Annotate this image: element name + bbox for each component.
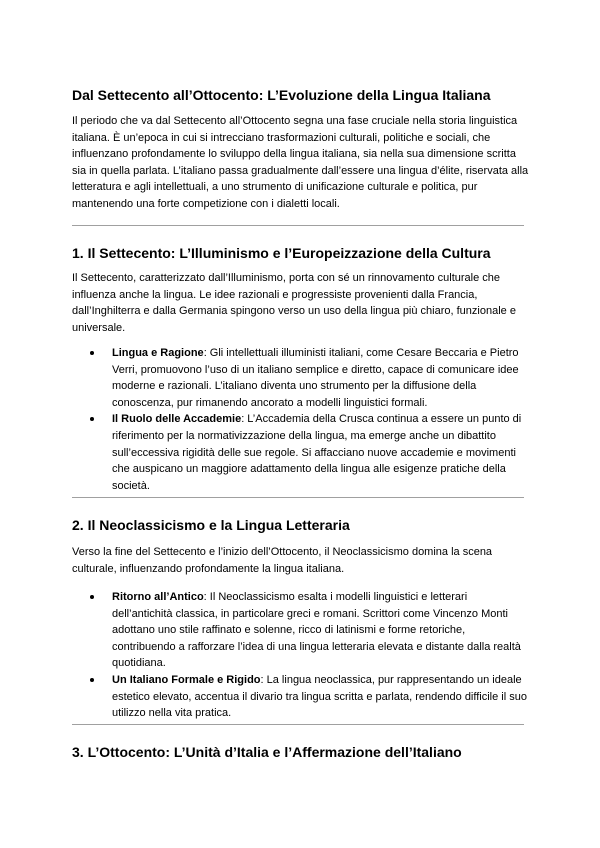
- intro-paragraph: Il periodo che va dal Settecento all’Ottocento segna una fase cruciale nella storia linguistica italiana. È un’epoca in cui si intrecciano trasformazioni culturali, politiche e sociali, che influenzano profondamente lo sviluppo della lingua italiana, sia nella sua dimensione scritta sia in quella parlata. L’italiano passa gradualmente dall’essere una lingua d’élite, riservata alla letteratura e agli intellettuali, a uno strumento di unificazione culturale e politica, pur mantenendo una forte competizione con i dialetti locali.: [72, 115, 529, 210]
- section-2-list: [72, 589, 530, 722]
- list-item: [72, 411, 530, 494]
- section-1-list: [72, 345, 530, 494]
- section-1-heading: 1. Il Settecento: L’Illuminismo e l’Europeizzazione della Cultura: [72, 245, 491, 261]
- section-2-paragraph: Verso la fine del Settecento e l’inizio dell’Ottocento, il Neoclassicismo domina la scena culturale, influenzando profondamente la lingua italiana.: [72, 546, 493, 575]
- bullet-icon: [90, 351, 94, 355]
- divider: [72, 724, 524, 725]
- list-item-term: Un Italiano Formale e Rigido: [112, 673, 261, 686]
- list-item-text: : L’Accademia della Crusca continua a essere un punto di riferimento per la normativizzazione della lingua, ma emerge anche un dibattito sull’eccessiva rigidità delle sue regole. Si affacciano nuove accademie e movimenti che auspicano un maggiore adattamento della lingua alle esigenze pratiche della società.: [112, 413, 522, 492]
- list-item: [72, 672, 530, 722]
- list-item-term: Il Ruolo delle Accademie: [112, 413, 242, 426]
- bullet-icon: [90, 678, 94, 682]
- bullet-icon: [90, 417, 94, 421]
- section-3-heading: 3. L’Ottocento: L’Unità d’Italia e l’Affermazione dell’Italiano: [72, 744, 462, 760]
- list-item-text: : Il Neoclassicismo esalta i modelli linguistici e letterari dell’antichità classica, in particolare greci e romani. Scrittori come Vincenzo Monti adottano uno stile raffinato e solenne, ricco di latinismi e forme retoriche, contribuendo a rafforzare l’idea di una lingua letteraria elevata e distante dalla realtà quotidiana.: [112, 591, 521, 670]
- section-2-heading: 2. Il Neoclassicismo e la Lingua Letteraria: [72, 517, 350, 533]
- list-item-term: Ritorno all’Antico: [112, 591, 204, 603]
- list-item: [72, 589, 530, 672]
- list-item: [72, 345, 530, 411]
- document-title: Dal Settecento all’Ottocento: L’Evoluzione della Lingua Italiana: [72, 87, 491, 103]
- divider: [72, 225, 524, 226]
- list-item-text: : La lingua neoclassica, pur rappresentando un ideale estetico elevato, accentua il divario tra lingua scritta e parlata, rendendo difficile il suo utilizzo nella vita pratica.: [112, 673, 527, 720]
- bullet-icon: [90, 595, 94, 599]
- divider: [72, 497, 524, 498]
- section-1-paragraph: Il Settecento, caratterizzato dall’Illuminismo, porta con sé un rinnovamento culturale che influenza anche la lingua. Le idee razionali e progressiste provenienti dalla Francia, dall’Inghilterra e dalla Germania spingono verso un uso della lingua più chiaro, funzionale e universale.: [72, 272, 516, 334]
- list-item-text: : Gli intellettuali illuministi italiani, come Cesare Beccaria e Pietro Verri, promuovono l’uso di un italiano semplice e diretto, capace di comunicare idee moderne e razionali. L’italiano diventa uno strumento per la diffusione della conoscenza, pur rimanendo ancorato a modelli linguistici formali.: [112, 347, 519, 409]
- list-item-term: Lingua e Ragione: [112, 347, 204, 359]
